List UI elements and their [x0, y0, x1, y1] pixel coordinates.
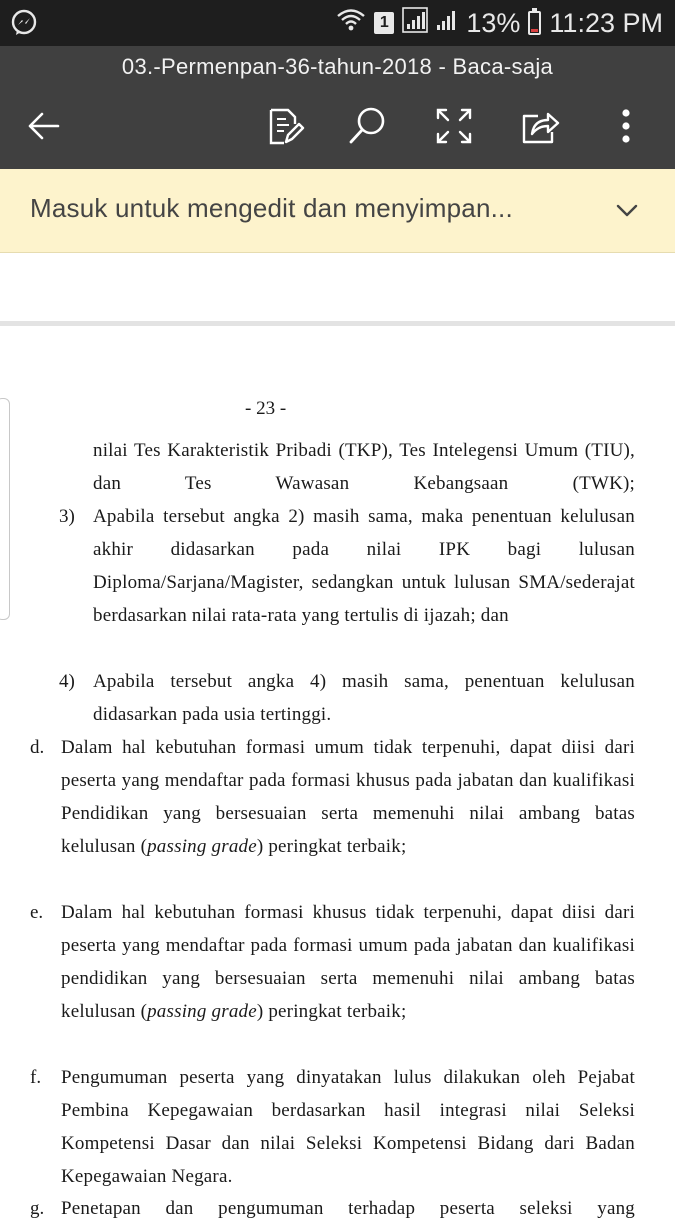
app-bar [0, 46, 675, 169]
list-marker: 3) [59, 506, 75, 527]
letter-marker: g. [30, 1198, 45, 1219]
more-vert-icon[interactable] [604, 104, 648, 148]
status-bar [0, 0, 675, 46]
document-title: 03.-Permenpan-36-tahun-2018 - Baca-saja [121, 54, 554, 79]
continued-paragraph: nilai Tes Karakteristik Pribadi (TKP), Tes Intelegensi Umum (TIU), dan Tes Wawasan Kebangsaan (TWK); [93, 440, 635, 494]
list-item: Penetapan dan pengumuman terhadap peserta seleksi yang [61, 1198, 635, 1219]
chevron-down-icon[interactable] [613, 197, 641, 225]
fullscreen-icon[interactable] [432, 104, 476, 148]
list-marker: 4) [59, 671, 75, 692]
back-arrow-icon[interactable] [22, 104, 66, 148]
edit-icon[interactable] [262, 104, 306, 148]
letter-marker: e. [30, 902, 44, 923]
messenger-icon [10, 9, 38, 37]
letter-marker: f. [30, 1067, 42, 1088]
banner-text: Masuk untuk mengedit dan menyimpan... [30, 193, 513, 223]
battery-percent: 13% [466, 7, 521, 38]
list-item: Apabila tersebut angka 2) masih sama, maka penentuan kelulusan akhir didasarkan pada nilai IPK bagi lulusan Diploma/Sarjana/Magister, sedangkan untuk lulusan SMA/sederajat berdasarkan nilai rata-rata yang tertulis di ijazah; dan [93, 506, 635, 626]
sign-in-banner[interactable] [0, 169, 675, 253]
signal-icon-2 [436, 8, 458, 39]
search-icon[interactable] [346, 104, 390, 148]
document-page [0, 326, 675, 1219]
share-icon[interactable] [518, 104, 562, 148]
page-number: - 23 - [245, 398, 287, 419]
clock: 11:23 PM [549, 7, 663, 38]
wifi-icon [336, 8, 366, 39]
page-margin [0, 253, 675, 321]
list-item: Apabila tersebut angka 4) masih sama, penentuan kelulusan didasarkan pada usia tertinggi. [93, 671, 635, 725]
list-item: Dalam hal kebutuhan formasi umum tidak terpenuhi, dapat diisi dari peserta yang mendaftar pada formasi khusus pada jabatan dan kualifikasi Pendidikan yang bersesuaian serta memenuhi nilai ambang batas kelulusan (passing grade) peringkat terbaik; [61, 737, 635, 857]
list-item: Pengumuman peserta yang dinyatakan lulus dilakukan oleh Pejabat Pembina Kepegawaian berdasarkan hasil integrasi nilai Seleksi Kompetensi Dasar dan nilai Seleksi Kompetensi Bidang dari Badan Kepegawaian Negara. [61, 1067, 635, 1187]
battery-icon [528, 11, 541, 35]
sim-slot-badge: 1 [374, 12, 394, 34]
signal-icon [402, 7, 428, 40]
list-item: Dalam hal kebutuhan formasi khusus tidak terpenuhi, dapat diisi dari peserta yang mendaftar pada formasi umum pada jabatan dan kualifikasi pendidikan yang bersesuaian serta memenuhi nilai ambang batas kelulusan (passing grade) peringkat terbaik; [61, 902, 635, 1022]
letter-marker: d. [30, 737, 45, 758]
